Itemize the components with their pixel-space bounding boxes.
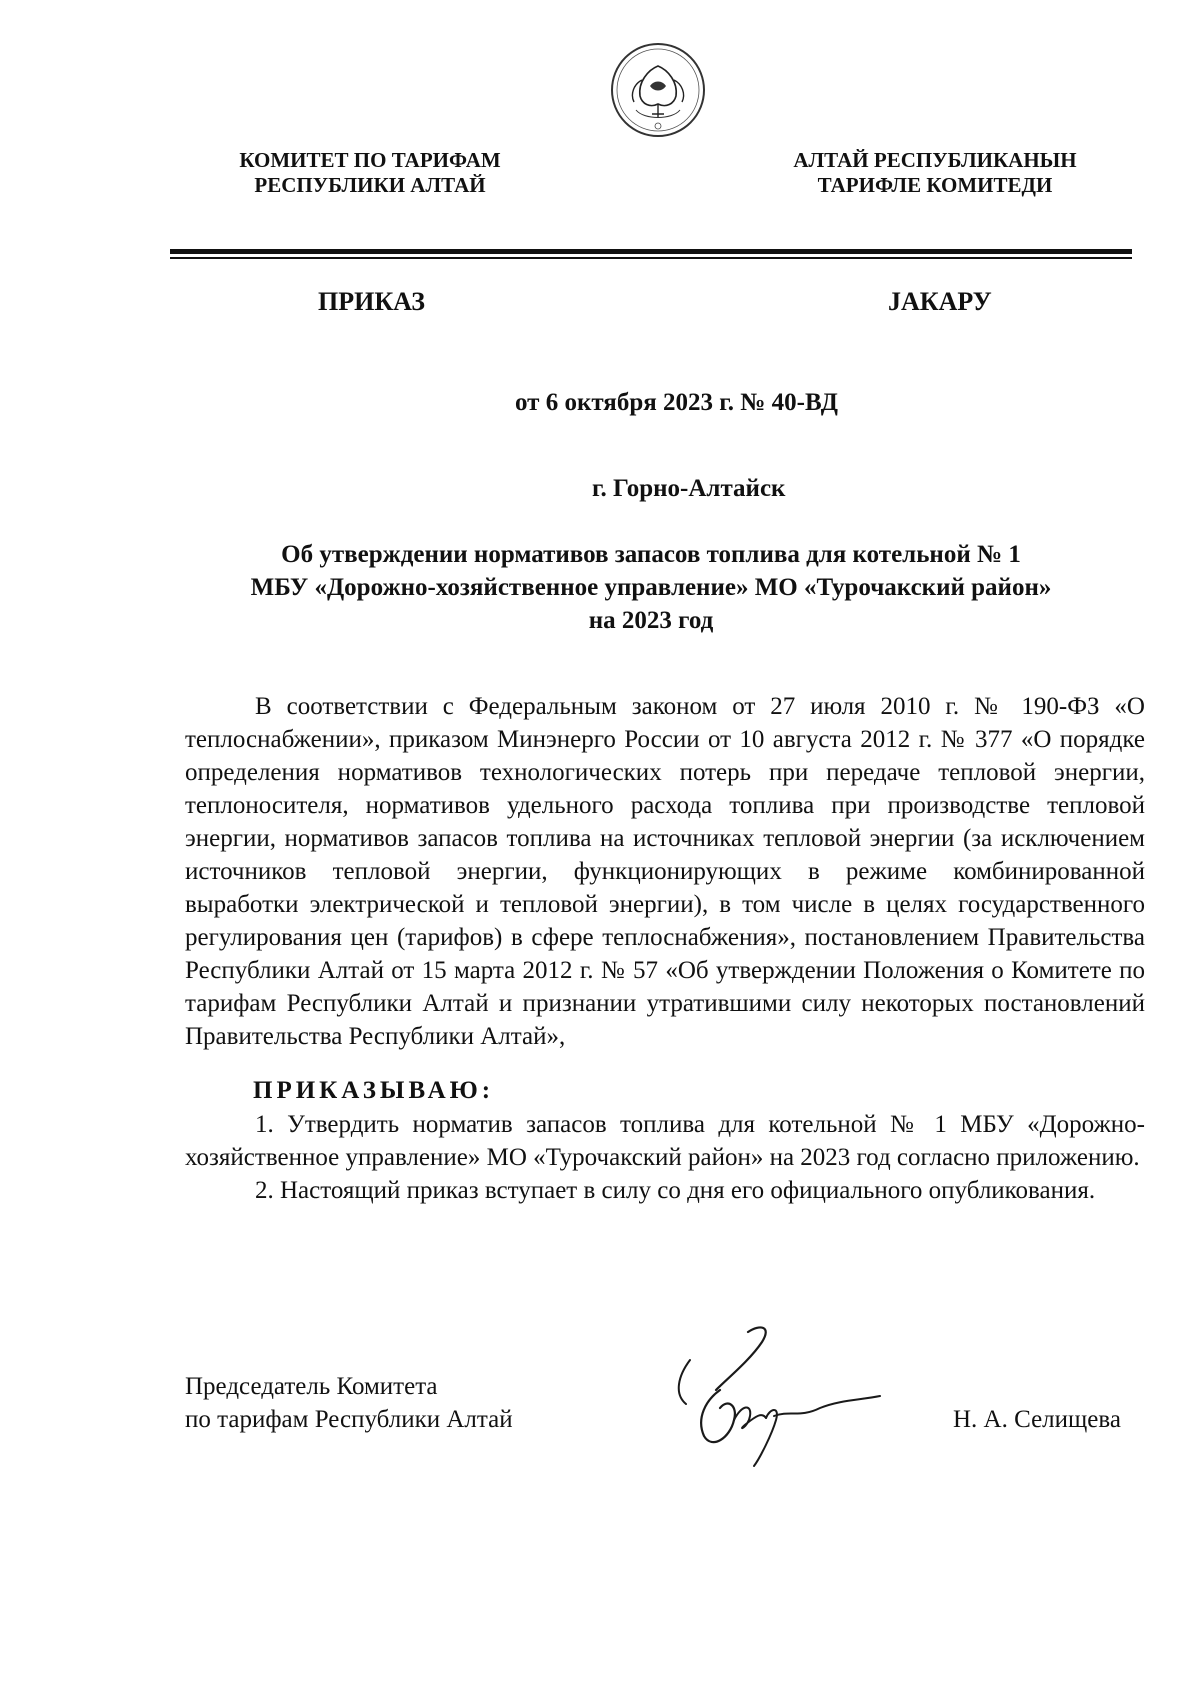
republic-altai-emblem-icon [608, 40, 708, 140]
signer-name: Н. А. Селищева [953, 1406, 1121, 1433]
order-word-altai: JАКАРУ [888, 287, 992, 316]
document-title-line2: МБУ «Дорожно-хозяйственное управление» МО «Турочакский район» [250, 574, 1052, 601]
signer-position-line2: по тарифам Республики Алтай [185, 1406, 513, 1433]
order-city: г. Горно-Алтайск [592, 475, 786, 502]
header-divider-thin [170, 257, 1132, 259]
preamble-paragraph: В соответствии с Федеральным законом от 27 июля 2010 г. № 190-ФЗ «О теплоснабжении», приказом Минэнерго России от 10 августа 2012 г. № 377 «О порядке определения нормативов технологических потерь при передаче тепловой энергии, теплоносителя, нормативов удельного расхода топлива при производстве тепловой энергии, нормативов запасов топлива на источниках тепловой энергии (за исключением источников тепловой энергии, функционирующих в режиме комбинированной выработки электрической и тепловой энергии), в том числе в целях государственного регулирования цен (тарифов) в сфере теплоснабжения», постановлением Правительства Республики Алтай от 15 марта 2012 г. № 57 «Об утверждении Положения о Комитете по тарифам Республики Алтай и признании утратившими силу некоторых постановлений Правительства Республики Алтай», [185, 693, 1145, 1050]
order-item-2: 2. Настоящий приказ вступает в силу со дня его официального опубликования. [255, 1177, 1096, 1204]
signer-position [185, 1370, 513, 1436]
preamble-block [185, 690, 1145, 1053]
document-title-line1: Об утверждении нормативов запасов топлива для котельной № 1 [281, 541, 1021, 568]
order-item-1: 1. Утвердить норматив запасов топлива для котельной № 1 МБУ «Дорожно-хозяйственное управление» МО «Турочакский район» на 2023 год согласно приложению. [185, 1111, 1145, 1171]
committee-name-line1: КОМИТЕТ ПО ТАРИФАМ [239, 148, 501, 172]
signer-position-line1: Председатель Комитета [185, 1373, 438, 1400]
header-divider-thick [170, 249, 1132, 254]
order-items [185, 1108, 1145, 1207]
committee-name-altai [770, 148, 1100, 198]
committee-name-line2: РЕСПУБЛИКИ АЛТАЙ [254, 173, 486, 197]
handwritten-signature-icon [650, 1320, 890, 1470]
committee-name-russian [215, 148, 525, 198]
document-title-line3: на 2023 год [588, 607, 714, 634]
document-title [170, 538, 1132, 637]
committee-name-altai-line2: ТАРИФЛЕ КОМИТЕДИ [817, 173, 1053, 197]
decree-word: ПРИКАЗЫВАЮ: [253, 1077, 495, 1104]
order-word-russian: ПРИКАЗ [318, 287, 426, 316]
order-date-number: от 6 октября 2023 г. № 40-ВД [515, 389, 838, 416]
committee-name-altai-line1: АЛТАЙ РЕСПУБЛИКАНЫН [793, 148, 1077, 172]
